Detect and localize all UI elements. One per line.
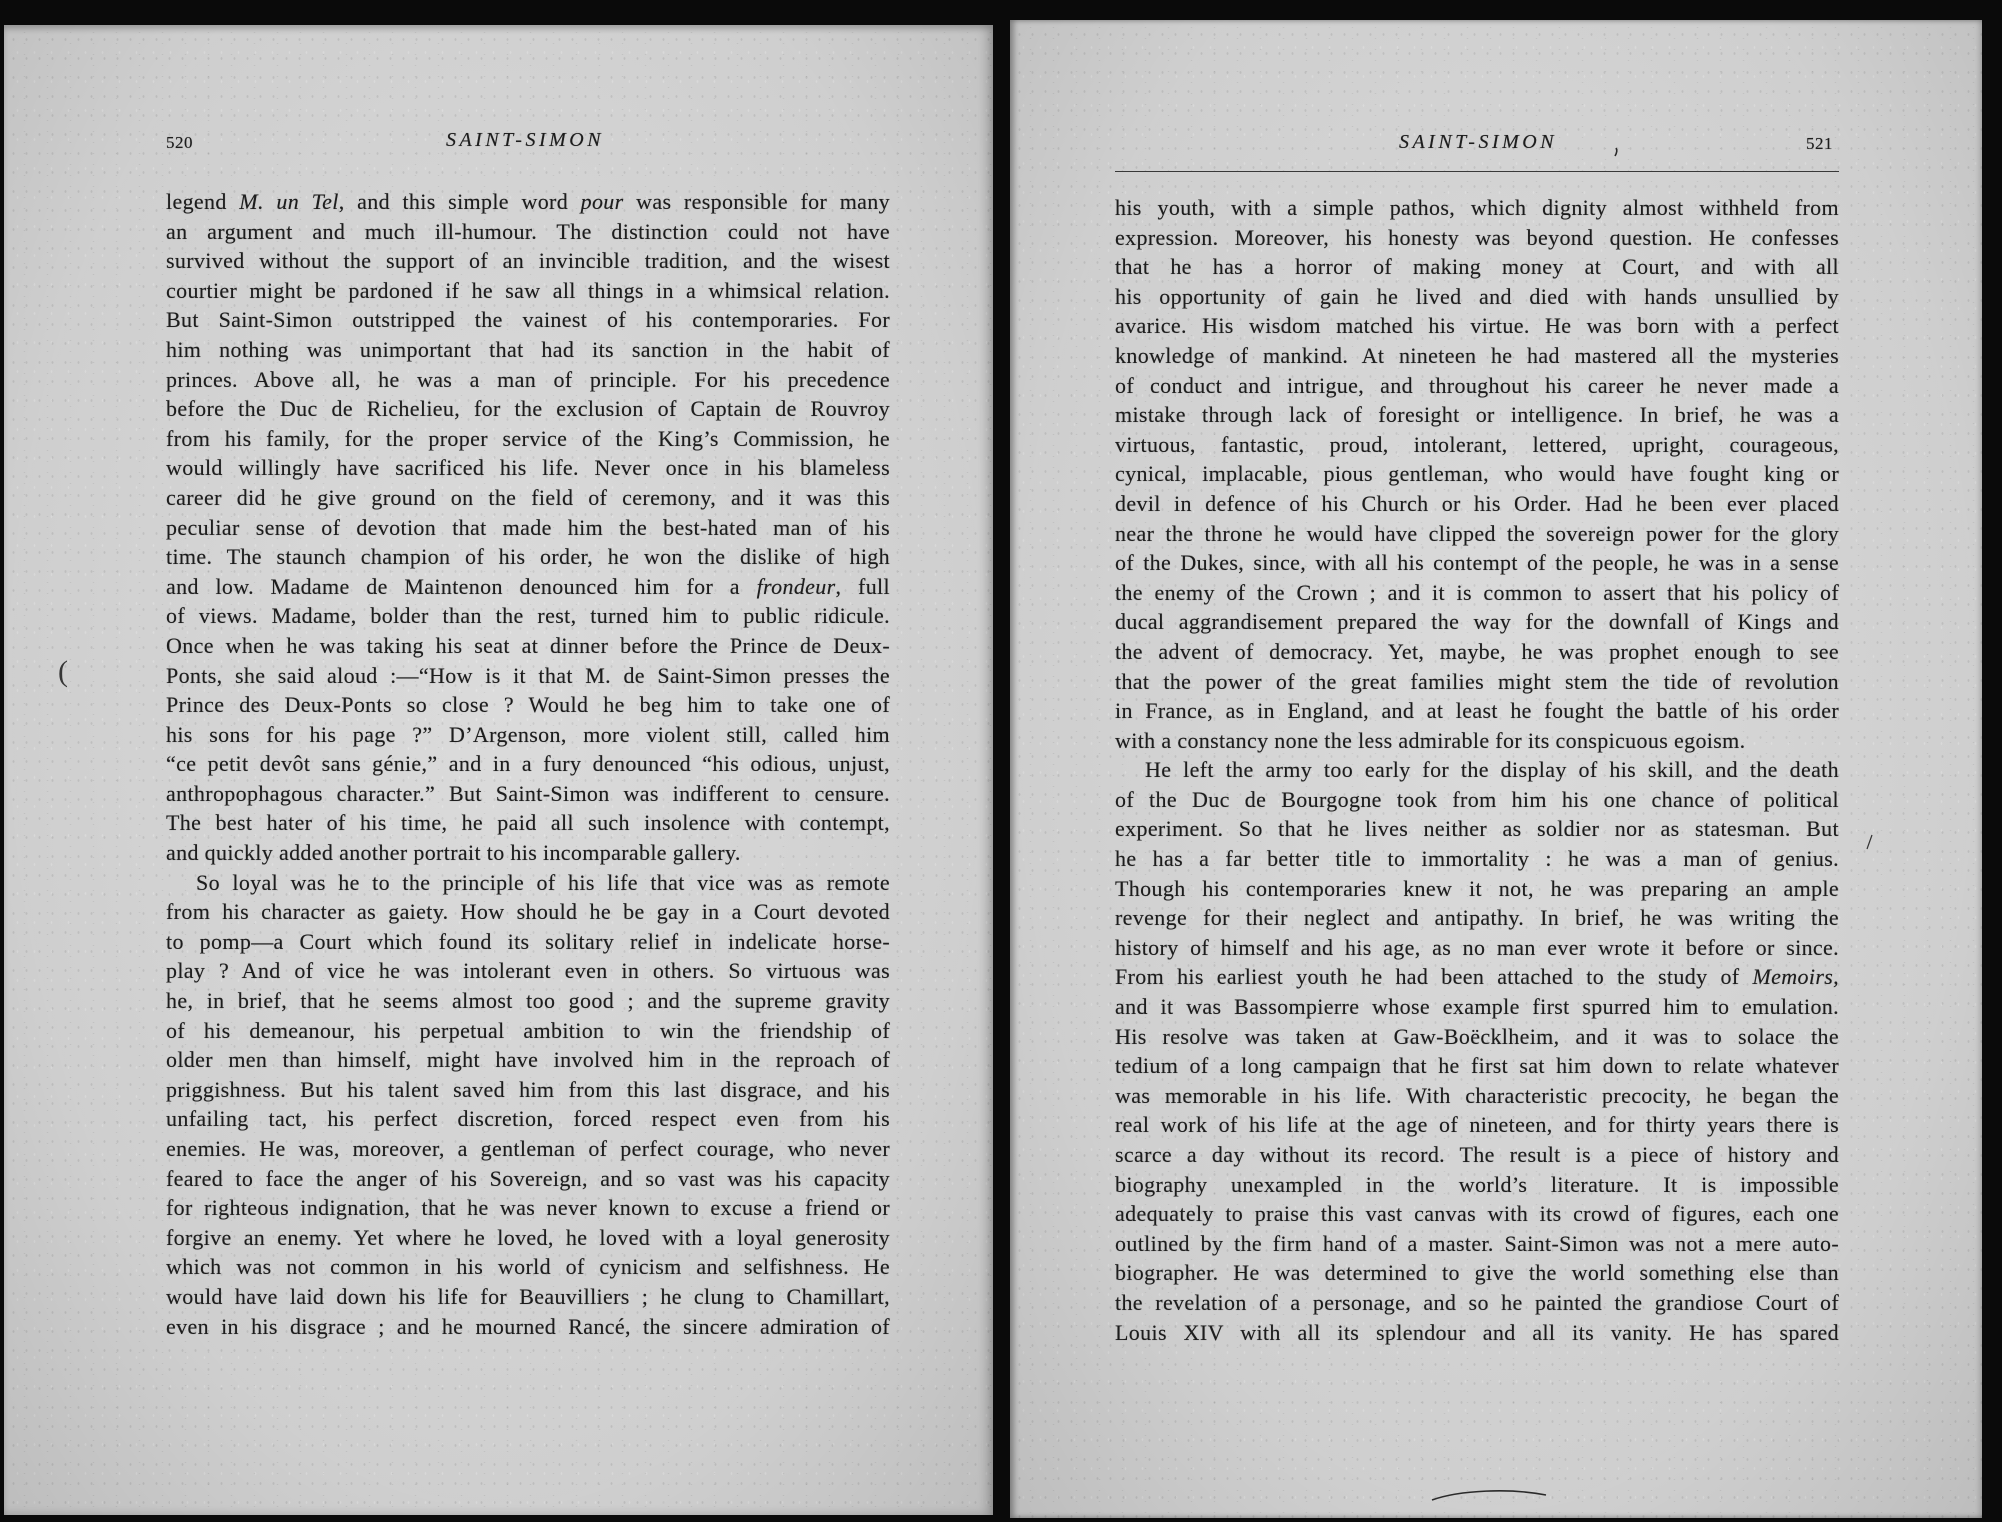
text-line: Prince des Deux-Ponts so close ? Would he beg him to take one of bbox=[166, 692, 890, 718]
text-line: devil in defence of his Church or his Order. Had he been ever placed bbox=[1115, 490, 1839, 516]
paragraph bbox=[1115, 193, 1839, 755]
text-line: avarice. His wisdom matched his virtue. He was born with a perfect bbox=[1115, 313, 1839, 339]
text-line: in France, as in England, and at least he fought the battle of his order bbox=[1115, 698, 1839, 724]
text-line: Louis XIV with all its splendour and all its vanity. He has spared bbox=[1115, 1319, 1839, 1345]
scan-speck bbox=[1432, 1491, 1546, 1500]
text-line: from his character as gaiety. How should he be gay in a Court devoted bbox=[166, 899, 890, 925]
text-line: experiment. So that he lives neither as soldier nor as statesman. But bbox=[1115, 816, 1839, 842]
text-line: courtier might be pardoned if he saw all things in a whimsical relation. bbox=[166, 277, 890, 303]
text-line: revenge for their neglect and antipathy. In brief, he was writing the bbox=[1115, 905, 1839, 931]
text-line: of his demeanour, his perpetual ambition to win the friendship of bbox=[166, 1017, 890, 1043]
text-line bbox=[166, 572, 890, 602]
page-number: 520 bbox=[166, 133, 193, 152]
italic-text: M. un Tel bbox=[239, 189, 339, 214]
text-line: of the Duc de Bourgogne took from him his one chance of political bbox=[1115, 786, 1839, 812]
text-line: of the Dukes, since, with all his contempt of the people, he was in a sense bbox=[1115, 550, 1839, 576]
text-line: biography unexampled in the world’s literature. It is impossible bbox=[1115, 1171, 1839, 1197]
text-line: peculiar sense of devotion that made him the best-hated man of his bbox=[166, 514, 890, 540]
text-line: would have laid down his life for Beauvilliers ; he clung to Chamillart, bbox=[166, 1283, 890, 1309]
scan-speck bbox=[1867, 835, 1872, 849]
text-line: forgive an enemy. Yet where he loved, he loved with a loyal generosity bbox=[166, 1224, 890, 1250]
text-line: Though his contemporaries knew it not, he was preparing an ample bbox=[1115, 875, 1839, 901]
italic-text: frondeur bbox=[756, 573, 836, 599]
text-line: priggishness. But his talent saved him from this last disgrace, and his bbox=[166, 1076, 890, 1102]
text-line: mistake through lack of foresight or intelligence. In brief, he was a bbox=[1115, 402, 1839, 428]
text-line: even in his disgrace ; and he mourned Rancé, the sincere admiration of bbox=[166, 1313, 890, 1339]
text-line: tedium of a long campaign that he first sat him down to relate whatever bbox=[1115, 1053, 1839, 1079]
text-line: his sons for his page ?” D’Argenson, more violent still, called him bbox=[166, 721, 890, 747]
text-line: cynical, implacable, pious gentleman, who would have fought king or bbox=[1115, 461, 1839, 487]
text-line: to pomp—a Court which found its solitary relief in indelicate horse- bbox=[166, 928, 890, 954]
text-line: Ponts, she said aloud :—“How is it that M. de Saint-Simon presses the bbox=[166, 662, 890, 688]
text-line: unfailing tact, his perfect discretion, forced respect even from his bbox=[166, 1106, 890, 1132]
text-line: So loyal was he to the principle of his life that vice was as remote bbox=[196, 869, 890, 895]
text-line: biographer. He was determined to give the world something else than bbox=[1115, 1260, 1839, 1286]
text-line: before the Duc de Richelieu, for the exclusion of Captain de Rouvroy bbox=[166, 396, 890, 422]
running-head: SAINT-SIMON bbox=[445, 129, 605, 151]
text-line: The best hater of his time, he paid all such insolence with contempt, bbox=[166, 810, 890, 836]
text-line: an argument and much ill-humour. The distinction could not have bbox=[166, 218, 890, 244]
text-line: would willingly have sacrificed his life. Never once in his blameless bbox=[166, 455, 890, 481]
text-line: princes. Above all, he was a man of principle. For his precedence bbox=[166, 366, 890, 392]
text-line: which was not common in his world of cynicism and selfishness. He bbox=[166, 1254, 890, 1280]
text-line: the revelation of a personage, and so he painted the grandiose Court of bbox=[1115, 1289, 1839, 1315]
text-line: that he has a horror of making money at Court, and with all bbox=[1115, 254, 1839, 280]
text-segment: legend bbox=[166, 189, 240, 214]
text-line: with a constancy none the less admirable for its conspicuous egoism. bbox=[1115, 727, 1746, 753]
left-page bbox=[4, 25, 993, 1515]
text-line: the advent of democracy. Yet, maybe, he was prophet enough to see bbox=[1115, 638, 1839, 664]
text-line: older men than himself, might have involved him in the reproach of bbox=[166, 1047, 890, 1073]
text-line: Once when he was taking his seat at dinner before the Prince de Deux- bbox=[166, 632, 890, 658]
text-line: of views. Madame, bolder than the rest, turned him to public ridicule. bbox=[166, 603, 890, 629]
text-line: time. The staunch champion of his order, he won the dislike of high bbox=[166, 544, 890, 570]
text-line: the enemy of the Crown ; and it is common to assert that his policy of bbox=[1115, 579, 1839, 605]
text-segment: was responsible for many bbox=[623, 189, 890, 214]
text-line bbox=[1115, 962, 1839, 992]
text-line: He left the army too early for the display of his skill, and the death bbox=[1145, 757, 1839, 783]
text-line bbox=[166, 187, 890, 217]
text-line: “ce petit devôt sans génie,” and in a fury denounced “his odious, unjust, bbox=[166, 751, 890, 777]
page-number: 521 bbox=[1806, 134, 1833, 153]
margin-mark: ( bbox=[58, 655, 68, 688]
paragraph bbox=[166, 187, 890, 868]
paragraph bbox=[1115, 755, 1839, 1347]
text-line: and it was Bassompierre whose example first spurred him to emulation. bbox=[1115, 994, 1839, 1020]
text-line: and quickly added another portrait to his incomparable gallery. bbox=[166, 840, 741, 866]
text-line: But Saint-Simon outstripped the vainest of his contemporaries. For bbox=[166, 307, 890, 333]
text-line: his youth, with a simple pathos, which dignity almost withheld from bbox=[1115, 195, 1839, 220]
text-line: outlined by the firm hand of a master. Saint-Simon was not a mere auto- bbox=[1115, 1230, 1839, 1256]
text-line: feared to face the anger of his Sovereign, and so vast was his capacity bbox=[166, 1165, 890, 1191]
text-line: anthropophagous character.” But Saint-Simon was indifferent to censure. bbox=[166, 780, 890, 806]
text-line: play ? And of vice he was intolerant even in others. So virtuous was bbox=[166, 958, 890, 984]
text-line: for righteous indignation, that he was never known to excuse a friend or bbox=[166, 1195, 890, 1221]
right-page bbox=[1010, 20, 1982, 1518]
italic-text: pour bbox=[580, 189, 624, 214]
text-line: he, in brief, that he seems almost too good ; and the supreme gravity bbox=[166, 988, 890, 1014]
header-rule bbox=[1115, 171, 1839, 172]
body-text bbox=[166, 187, 890, 1341]
text-line: expression. Moreover, his honesty was beyond question. He confesses bbox=[1115, 224, 1839, 250]
running-head: SAINT-SIMON bbox=[1398, 131, 1558, 153]
text-segment: , full bbox=[835, 573, 890, 599]
text-line: virtuous, fantastic, proud, intolerant, lettered, upright, courageous, bbox=[1115, 431, 1839, 457]
text-segment: From his earliest youth he had been attached to the study of bbox=[1115, 964, 1753, 990]
text-line: that the power of the great families might stem the tide of revolution bbox=[1115, 668, 1839, 694]
text-line: career did he give ground on the field of ceremony, and it was this bbox=[166, 484, 890, 510]
scan-speck bbox=[1615, 148, 1617, 156]
text-line: near the throne he would have clipped the sovereign power for the glory bbox=[1115, 520, 1839, 546]
text-line: his opportunity of gain he lived and died with hands unsullied by bbox=[1115, 283, 1839, 309]
text-line: him nothing was unimportant that had its sanction in the habit of bbox=[166, 336, 890, 362]
text-line: His resolve was taken at Gaw-Boëcklheim, and it was to solace the bbox=[1115, 1023, 1839, 1049]
italic-text: Memoirs, bbox=[1752, 964, 1839, 990]
text-line: of conduct and intrigue, and throughout his career he never made a bbox=[1115, 372, 1839, 398]
text-line: knowledge of mankind. At nineteen he had mastered all the mysteries bbox=[1115, 342, 1839, 368]
text-line: from his family, for the proper service of the King’s Commission, he bbox=[166, 425, 890, 451]
text-line: history of himself and his age, as no man ever wrote it before or since. bbox=[1115, 934, 1839, 960]
text-line: scarce a day without its record. The result is a piece of history and bbox=[1115, 1142, 1839, 1167]
text-line: real work of his life at the age of nineteen, and for thirty years there is bbox=[1115, 1112, 1839, 1138]
text-line: adequately to praise this vast canvas with its crowd of figures, each one bbox=[1115, 1201, 1839, 1227]
text-line: survived without the support of an invincible tradition, and the wisest bbox=[166, 248, 890, 274]
text-line: enemies. He was, moreover, a gentleman of perfect courage, who never bbox=[166, 1136, 890, 1161]
text-segment: , and this simple word bbox=[338, 189, 581, 214]
text-line: he has a far better title to immortality : he was a man of genius. bbox=[1115, 846, 1839, 872]
text-line: ducal aggrandisement prepared the way for the downfall of Kings and bbox=[1115, 609, 1839, 635]
text-line: was memorable in his life. With characteristic precocity, he began the bbox=[1115, 1082, 1839, 1108]
text-segment: and low. Madame de Maintenon denounced him for a bbox=[166, 573, 757, 599]
paragraph bbox=[166, 868, 890, 1342]
body-text bbox=[1115, 193, 1839, 1347]
